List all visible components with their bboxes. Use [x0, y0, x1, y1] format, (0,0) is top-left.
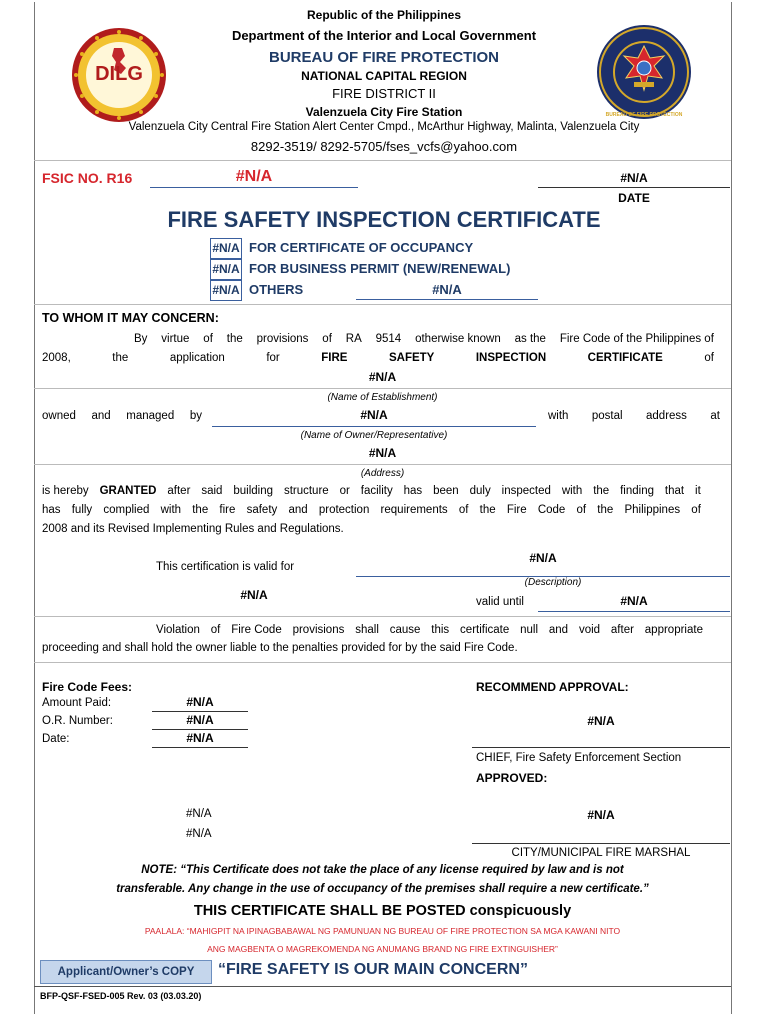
recommend-signature-line: [472, 747, 730, 748]
marshal-title: CITY/MUNICIPAL FIRE MARSHAL: [511, 847, 691, 859]
violation-line1: [156, 624, 703, 636]
frame-bottom-line: [34, 986, 731, 987]
dilg-logo-text: DILG: [95, 63, 143, 85]
word: with: [561, 485, 583, 497]
word: has: [403, 485, 423, 497]
others-value: #N/A: [432, 282, 462, 297]
note-line2: transferable. Any change in the use of occupancy of the premises shall require a new certificate.”: [116, 883, 649, 895]
word: provisions: [292, 624, 345, 636]
others-label: OTHERS: [249, 282, 304, 297]
date-underline: [538, 187, 730, 188]
word: facility: [360, 485, 393, 497]
granted-line1: [42, 485, 701, 497]
others-underline: [356, 299, 538, 300]
amount-paid-label: Amount Paid:: [42, 697, 112, 709]
word: the: [192, 504, 209, 516]
para1-line1: [134, 333, 714, 345]
word: SAFETY: [388, 352, 435, 364]
word: Code: [537, 504, 566, 516]
word: Fire Code of the Philippines of: [559, 333, 714, 345]
date-value: #N/A: [620, 171, 648, 185]
chief-title: CHIEF, Fire Safety Enforcement Section: [476, 752, 682, 764]
amount-paid-value: #N/A: [186, 695, 214, 709]
certificate-title: FIRE SAFETY INSPECTION CERTIFICATE: [167, 207, 601, 232]
establishment-caption: (Name of Establishment): [327, 392, 438, 403]
department-line: Department of the Interior and Local Government: [231, 28, 537, 43]
republic-line: Republic of the Philippines: [306, 8, 461, 22]
occupancy-label: FOR CERTIFICATE OF OCCUPANCY: [249, 240, 474, 255]
word: and: [548, 624, 569, 636]
word: or: [339, 485, 350, 497]
fee-date-label: Date:: [42, 733, 70, 745]
word: complied: [103, 504, 150, 516]
approved-label: APPROVED:: [476, 771, 548, 785]
word: the: [479, 504, 496, 516]
word: of: [322, 333, 332, 345]
establishment-value: #N/A: [368, 370, 397, 384]
purposes-divider: [34, 304, 731, 305]
word: INSPECTION: [475, 352, 547, 364]
word: protection: [318, 504, 370, 516]
recommend-approval-value: #N/A: [587, 714, 615, 728]
word: certificate: [460, 624, 510, 636]
word: appropriate: [644, 624, 703, 636]
word: building: [233, 485, 274, 497]
word: virtue: [161, 333, 190, 345]
word: void: [578, 624, 601, 636]
establishment-divider: [34, 388, 731, 389]
word: with: [548, 410, 569, 422]
word: and: [288, 504, 308, 516]
violation-line2: proceeding and shall hold the owner liable to the penalties provided for by the said Fire Code.: [42, 642, 518, 654]
district-line: FIRE DISTRICT II: [332, 86, 436, 101]
address-divider: [34, 464, 731, 465]
violation-divider: [34, 662, 731, 663]
owner-underline: [212, 426, 536, 427]
word: fully: [71, 504, 93, 516]
word: of: [210, 624, 221, 636]
word: postal: [591, 410, 623, 422]
postal-address-text: [548, 410, 720, 422]
word: has: [42, 504, 61, 516]
word: that: [664, 485, 685, 497]
or-number-underline: [152, 729, 248, 730]
word: requirements: [380, 504, 448, 516]
word: provisions: [256, 333, 309, 345]
contact-line: 8292-3519/ 8292-5705/fses_vcfs@yahoo.com: [250, 139, 518, 154]
word: Philippines: [624, 504, 681, 516]
business-permit-mark: #N/A: [210, 259, 242, 280]
word: address: [646, 410, 687, 422]
word: by: [189, 410, 202, 422]
word: null: [520, 624, 539, 636]
applicant-copy-label: Applicant/Owner’s COPY: [40, 960, 212, 984]
valid-for-value: #N/A: [240, 588, 268, 602]
word: it: [695, 485, 701, 497]
word: of: [458, 504, 469, 516]
word: with: [160, 504, 182, 516]
word: application: [169, 352, 225, 364]
region-line: NATIONAL CAPITAL REGION: [301, 69, 467, 83]
amount-paid-underline: [152, 711, 248, 712]
word: of: [691, 504, 701, 516]
word: of: [576, 504, 587, 516]
word: been: [433, 485, 459, 497]
word: finding: [620, 485, 654, 497]
word: structure: [283, 485, 329, 497]
fsic-number: #N/A: [235, 168, 273, 185]
valid-for-label: This certification is valid for: [156, 561, 295, 573]
word: safety: [246, 504, 278, 516]
form-code: BFP-QSF-FSED-005 Rev. 03 (03.03.20): [40, 991, 202, 1001]
word: 2008,: [42, 352, 71, 364]
station-address: Valenzuela City Central Fire Station Alert Center Cmpd., McArthur Highway, Malinta, Valenzuela City: [128, 121, 640, 133]
word: duly: [469, 485, 491, 497]
station-line: Valenzuela City Fire Station: [305, 105, 463, 119]
header-divider: [34, 160, 731, 161]
word: for: [266, 352, 280, 364]
word: at: [710, 410, 720, 422]
owner-value: #N/A: [360, 408, 388, 422]
word: the: [597, 504, 614, 516]
word: Fire: [506, 504, 527, 516]
word: By: [134, 333, 148, 345]
owned-by-text: [42, 410, 202, 422]
granted-line2: [42, 504, 701, 516]
bureau-line: BUREAU OF FIRE PROTECTION: [268, 49, 499, 66]
word: FIRE: [321, 352, 348, 364]
validity-divider: [34, 616, 731, 617]
description-caption: (Description): [524, 577, 582, 588]
or-number-label: O.R. Number:: [42, 715, 113, 727]
inspector-1: #N/A: [186, 808, 212, 820]
owner-caption: (Name of Owner/Representative): [300, 430, 448, 441]
salutation: TO WHOM IT MAY CONCERN:: [42, 311, 219, 325]
word: the: [593, 485, 610, 497]
word: CERTIFICATE: [587, 352, 663, 364]
word: is hereby: [42, 485, 89, 497]
note-line1: NOTE: “This Certificate does not take the place of any license required by law and is not: [141, 864, 624, 876]
date-label: DATE: [618, 191, 650, 205]
word: 9514: [375, 333, 402, 345]
others-mark: #N/A: [210, 280, 242, 301]
paalala-line2: ANG MAGBENTA O MAGREKOMENDA NG ANUMANG BRAND NG FIRE EXTINGUISHER”: [207, 944, 558, 954]
word: fire: [219, 504, 236, 516]
or-number-value: #N/A: [186, 713, 214, 727]
word: RA: [345, 333, 362, 345]
fees-title: Fire Code Fees:: [42, 680, 133, 694]
word: inspected: [501, 485, 551, 497]
occupancy-mark: #N/A: [210, 238, 242, 259]
granted-line3: 2008 and its Revised Implementing Rules and Regulations.: [42, 523, 344, 535]
valid-until-label: valid until: [476, 596, 524, 608]
word: managed: [126, 410, 175, 422]
word: Violation: [156, 624, 200, 636]
word: after: [167, 485, 191, 497]
word: owned: [42, 410, 76, 422]
description-value: #N/A: [529, 551, 557, 565]
address-value: #N/A: [368, 446, 397, 460]
word: of: [704, 352, 714, 364]
word: GRANTED: [99, 485, 157, 497]
business-permit-label: FOR BUSINESS PERMIT (NEW/RENEWAL): [249, 261, 511, 276]
fee-date-underline: [152, 747, 248, 748]
fee-date-value: #N/A: [186, 731, 214, 745]
fsic-underline: [150, 187, 358, 188]
word: the: [226, 333, 243, 345]
motto: “FIRE SAFETY IS OUR MAIN CONCERN”: [218, 961, 528, 978]
word: this: [431, 624, 450, 636]
word: as the: [514, 333, 546, 345]
word: shall: [355, 624, 379, 636]
bfp-seal-text: BUREAU OF FIRE PROTECTION: [605, 112, 683, 118]
paalala-line1: PAALALA: “MAHIGPIT NA IPINAGBABAWAL NG PAMUNUAN NG BUREAU OF FIRE PROTECTION SA MGA KAWANI NITO: [144, 926, 621, 936]
word: Fire Code: [231, 624, 282, 636]
fsic-label: FSIC NO. R16: [42, 170, 133, 186]
para1-line2: [42, 352, 714, 364]
word: and: [91, 410, 111, 422]
inspector-2: #N/A: [186, 828, 212, 840]
word: of: [203, 333, 213, 345]
word: after: [610, 624, 634, 636]
recommend-approval-label: RECOMMEND APPROVAL:: [476, 680, 629, 694]
marshal-value: #N/A: [587, 808, 615, 822]
word: said: [201, 485, 223, 497]
word: the: [112, 352, 129, 364]
word: otherwise known: [415, 333, 501, 345]
posted-notice: THIS CERTIFICATE SHALL BE POSTED conspicuously: [193, 903, 572, 919]
address-caption: (Address): [360, 468, 405, 479]
word: cause: [389, 624, 421, 636]
valid-until-underline: [538, 611, 730, 612]
valid-until-value: #N/A: [620, 594, 648, 608]
marshal-signature-line: [472, 843, 730, 844]
